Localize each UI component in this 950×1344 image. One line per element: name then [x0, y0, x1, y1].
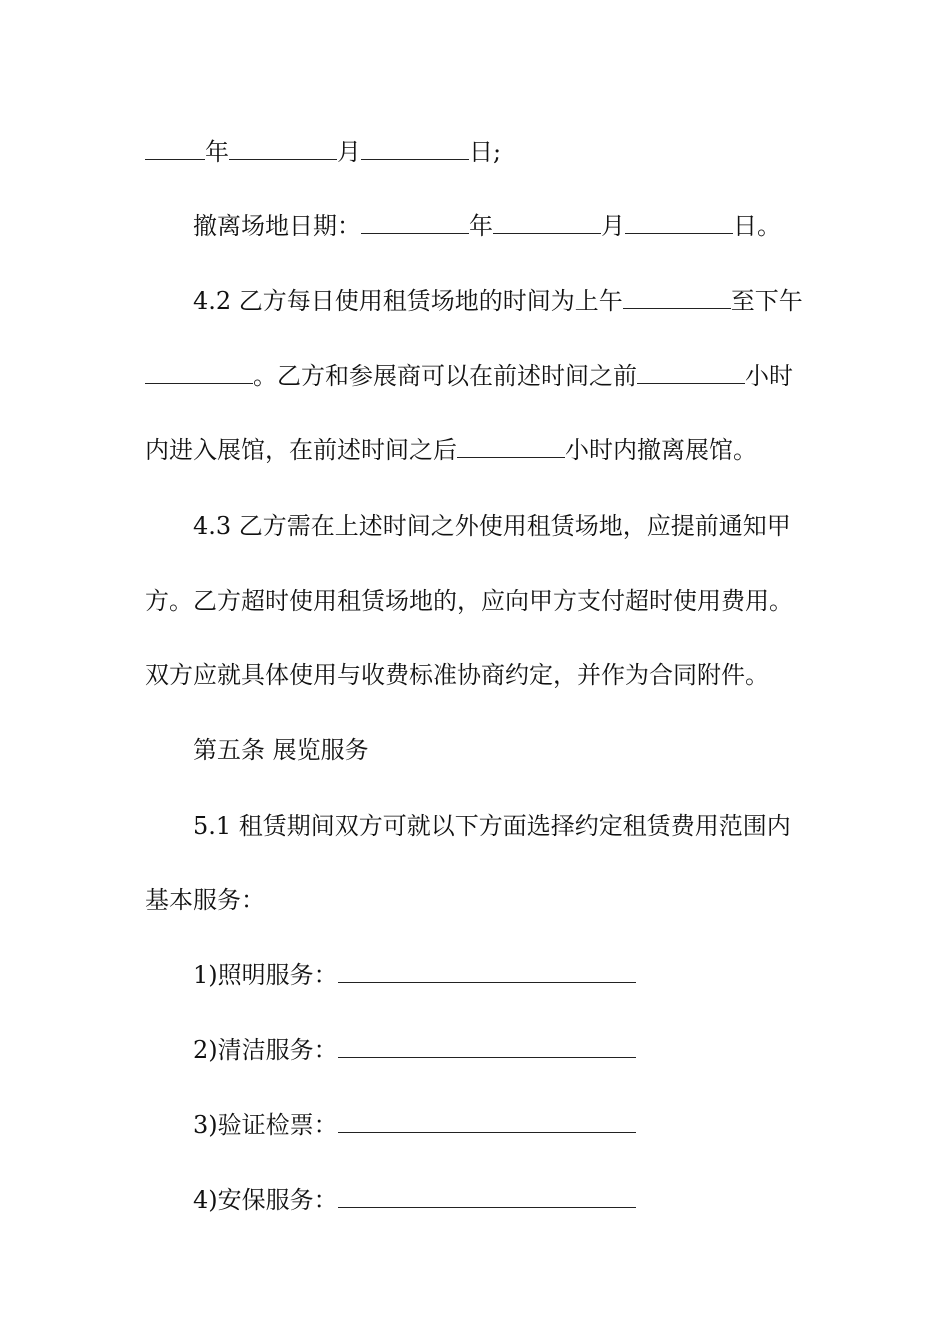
service-label: 2)清洁服务：	[193, 1036, 338, 1064]
clause-5-1-line-1: 5.1 租赁期间双方可就以下方面选择约定租赁费用范围内	[193, 812, 791, 840]
service-item-ticket-check	[193, 1109, 810, 1141]
afternoon-time-blank	[145, 361, 253, 384]
date-line-1	[145, 136, 810, 168]
withdrawal-day-blank	[625, 211, 733, 234]
entry-hours-blank	[637, 361, 745, 384]
clause-4-2-text: 小时	[745, 362, 793, 390]
service-label: 1)照明服务：	[193, 961, 338, 989]
clause-5-1-line-2: 基本服务：	[145, 886, 265, 914]
withdrawal-date-line	[193, 210, 810, 242]
withdrawal-date-label: 撤离场地日期：	[193, 212, 361, 240]
day-char: 日;	[469, 138, 502, 166]
withdrawal-year-blank	[361, 211, 469, 234]
year-char: 年	[205, 138, 229, 166]
day-char: 日。	[733, 212, 781, 240]
clause-4-2-text: 小时内撤离展馆。	[565, 436, 757, 464]
article-5-heading: 第五条 展览服务	[193, 736, 369, 764]
service-blank	[338, 1185, 636, 1208]
month-char: 月	[337, 138, 361, 166]
clause-4-2-line-2	[145, 360, 810, 392]
service-blank	[338, 960, 636, 983]
service-item-lighting	[193, 959, 810, 991]
service-item-security	[193, 1184, 810, 1216]
service-blank	[338, 1110, 636, 1133]
clause-4-2-text: 内进入展馆，在前述时间之后	[145, 436, 457, 464]
service-blank	[338, 1035, 636, 1058]
service-label: 4)安保服务：	[193, 1186, 338, 1214]
clause-4-2-text: 4.2 乙方每日使用租赁场地的时间为上午	[193, 287, 623, 315]
month-char: 月	[601, 212, 625, 240]
month-blank	[229, 137, 337, 160]
clause-4-2-text: 。乙方和参展商可以在前述时间之前	[253, 362, 637, 390]
clause-4-2-line-3	[145, 434, 810, 466]
clause-4-3-line-3: 双方应就具体使用与收费标准协商约定，并作为合同附件。	[145, 661, 769, 689]
clause-4-3-line-1: 4.3 乙方需在上述时间之外使用租赁场地，应提前通知甲	[193, 512, 791, 540]
service-item-cleaning	[193, 1034, 810, 1066]
clause-4-2-line-1	[193, 285, 810, 317]
withdrawal-month-blank	[493, 211, 601, 234]
exit-hours-blank	[457, 435, 565, 458]
day-blank	[361, 137, 469, 160]
clause-4-3-line-2: 方。乙方超时使用租赁场地的，应向甲方支付超时使用费用。	[145, 587, 793, 615]
year-char: 年	[469, 212, 493, 240]
clause-4-2-text: 至下午	[730, 287, 803, 315]
year-blank	[145, 137, 205, 160]
morning-time-blank	[623, 286, 731, 309]
service-label: 3)验证检票：	[193, 1111, 338, 1139]
